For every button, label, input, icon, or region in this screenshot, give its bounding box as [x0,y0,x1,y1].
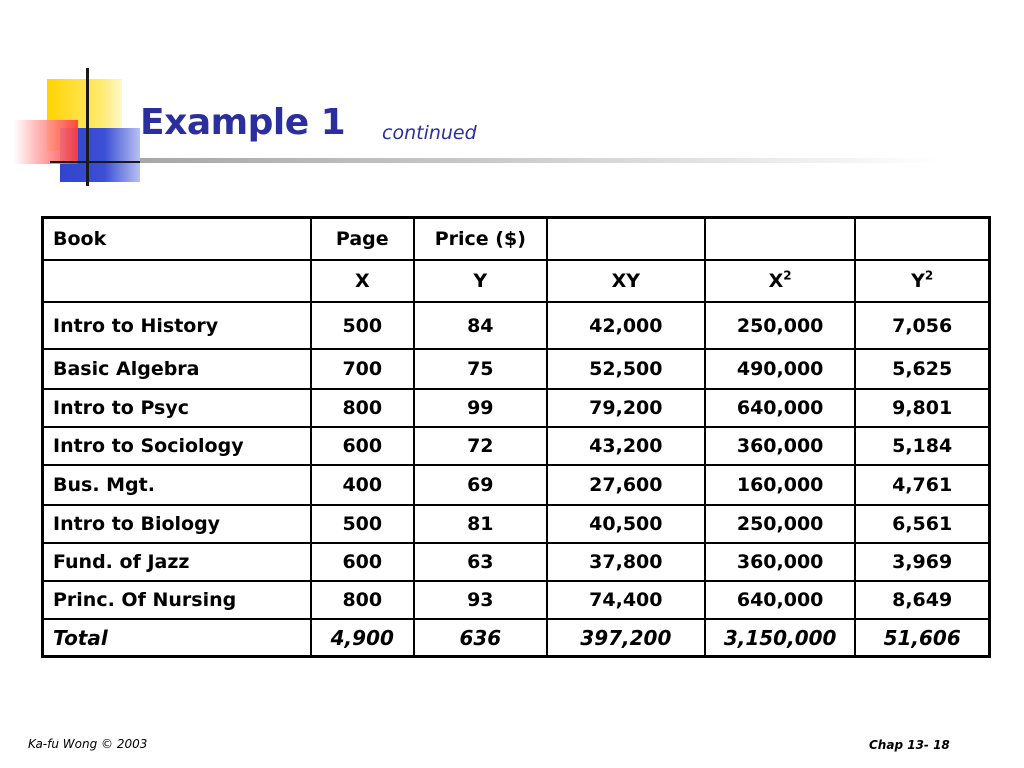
cell-x2: 360,000 [705,543,855,581]
variable-cell: X [311,260,414,302]
cell-price: 63 [414,543,547,581]
cell-y2: 6,561 [855,505,989,543]
variable-label: X [768,270,784,292]
title-underline-rule [140,158,940,163]
footer-author: Ka-fu Wong © 2003 [28,737,148,751]
cell-price: 84 [414,302,547,349]
cell-x2: 250,000 [705,505,855,543]
cell-x2: 360,000 [705,427,855,465]
cell-y2: 5,184 [855,427,989,465]
cell-price: 72 [414,427,547,465]
cell-book: Intro to Sociology [43,427,311,465]
variable-cell: XY [547,260,705,302]
cell-xy: 43,200 [547,427,705,465]
cell-y2: 5,625 [855,349,989,389]
total-page: 4,900 [311,619,414,657]
cell-book: Intro to Biology [43,505,311,543]
cell-xy: 40,500 [547,505,705,543]
cell-x2: 640,000 [705,389,855,427]
header-cell [855,218,989,261]
cell-book: Fund. of Jazz [43,543,311,581]
header-cell [547,218,705,261]
total-y2: 51,606 [855,619,989,657]
variable-label: Y [911,270,925,292]
variable-cell [43,260,311,302]
data-table [41,216,991,658]
cell-page: 800 [311,581,414,619]
slide-subtitle: continued [382,122,477,144]
cell-book: Intro to Psyc [43,389,311,427]
cell-page: 700 [311,349,414,389]
cell-price: 93 [414,581,547,619]
header-cell [705,218,855,261]
cell-page: 400 [311,465,414,505]
total-price: 636 [414,619,547,657]
header-cell: Page [311,218,414,261]
cell-x2: 160,000 [705,465,855,505]
slide-title: Example 1 [140,102,346,143]
cell-price: 81 [414,505,547,543]
logo-horizontal-line [50,161,140,163]
total-x2: 3,150,000 [705,619,855,657]
cell-x2: 250,000 [705,302,855,349]
logo-vertical-line [86,68,89,186]
variable-cell [855,260,989,302]
table-row [43,427,990,465]
table-row [43,302,990,349]
cell-price: 99 [414,389,547,427]
logo-red-square [14,120,78,164]
cell-y2: 7,056 [855,302,989,349]
table-total-row [43,619,990,657]
total-label: Total [43,619,311,657]
cell-xy: 79,200 [547,389,705,427]
cell-page: 500 [311,505,414,543]
cell-xy: 27,600 [547,465,705,505]
cell-book: Bus. Mgt. [43,465,311,505]
cell-page: 500 [311,302,414,349]
cell-xy: 74,400 [547,581,705,619]
cell-book: Intro to History [43,302,311,349]
table-row [43,543,990,581]
cell-y2: 3,969 [855,543,989,581]
cell-xy: 37,800 [547,543,705,581]
header-cell: Price ($) [414,218,547,261]
total-xy: 397,200 [547,619,705,657]
cell-price: 75 [414,349,547,389]
cell-y2: 4,761 [855,465,989,505]
table-variable-row [43,260,990,302]
variable-cell [705,260,855,302]
cell-y2: 8,649 [855,581,989,619]
table-row [43,581,990,619]
table-row [43,349,990,389]
cell-page: 600 [311,427,414,465]
cell-xy: 52,500 [547,349,705,389]
cell-xy: 42,000 [547,302,705,349]
variable-cell: Y [414,260,547,302]
superscript: 2 [924,268,934,283]
superscript: 2 [783,268,792,283]
table-row [43,505,990,543]
cell-book: Princ. Of Nursing [43,581,311,619]
cell-book: Basic Algebra [43,349,311,389]
cell-price: 69 [414,465,547,505]
table-row [43,389,990,427]
table-header-row [43,218,990,261]
cell-y2: 9,801 [855,389,989,427]
cell-page: 600 [311,543,414,581]
cell-x2: 640,000 [705,581,855,619]
table-row [43,465,990,505]
cell-x2: 490,000 [705,349,855,389]
cell-page: 800 [311,389,414,427]
footer-page-number: Chap 13- 18 [869,738,950,752]
header-cell: Book [43,218,311,261]
